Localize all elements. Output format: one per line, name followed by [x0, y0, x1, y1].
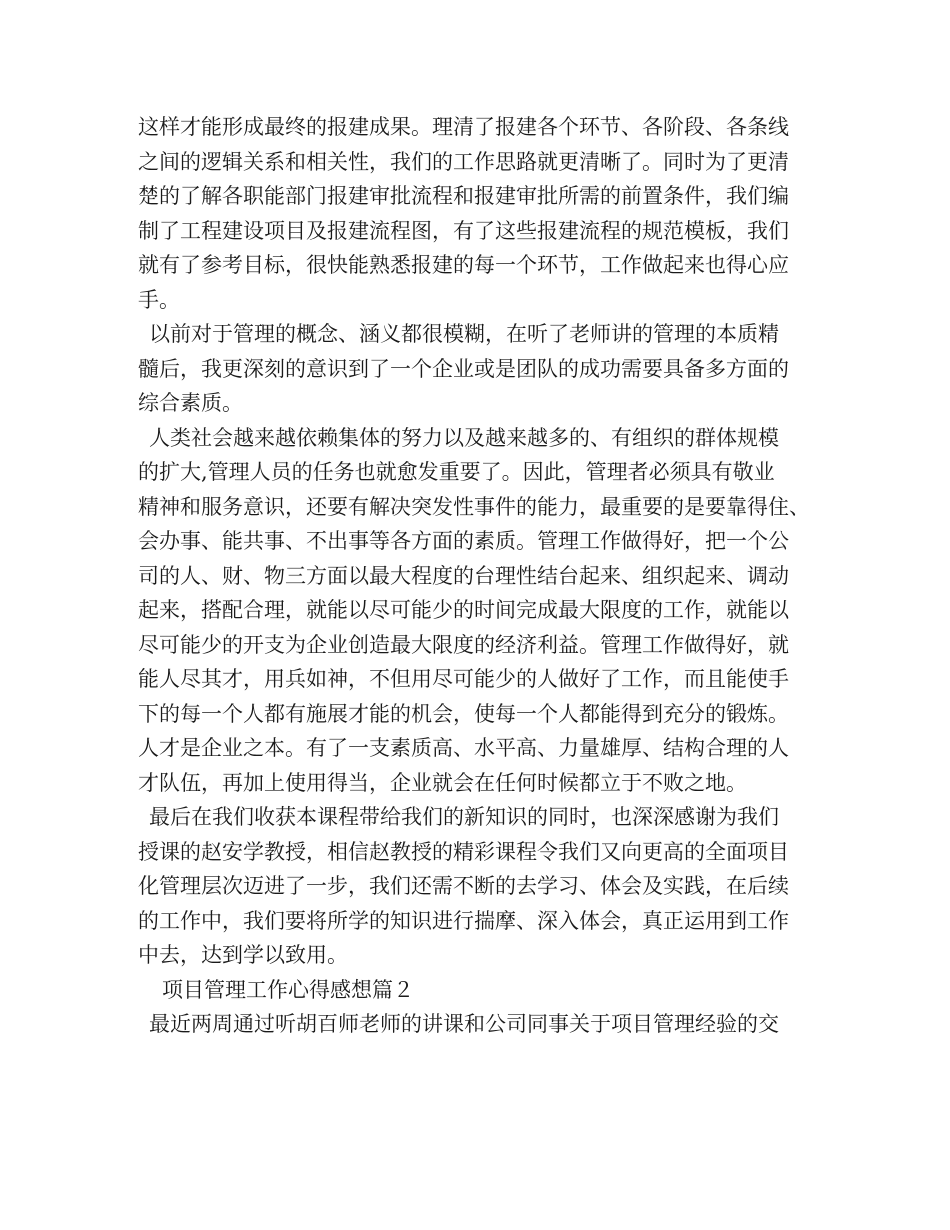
text-line: 尽可能少的开支为企业创造最大限度的经济利益。管理工作做得好，就: [138, 632, 789, 657]
text-line: 这样才能形成最终的报建成果。理清了报建各个环节、各阶段、各条线: [138, 115, 789, 139]
text-line: 会办事、能共事、不出事等各方面的素质。管理工作做得好，把一个公: [138, 529, 789, 553]
text-line: 髓后，我更深刻的意识到了一个企业或是团队的成功需要具备多方面的: [138, 356, 789, 381]
text-line: 才队伍，再加上使用得当，企业就会在任何时候都立于不败之地。: [138, 770, 747, 795]
text-line: 综合素质。: [138, 391, 243, 415]
text-line: 的扩大,管理人员的任务也就愈发重要了。因此，管理者必须具有敬业: [138, 460, 775, 484]
text-line: 楚的了解各职能部门报建审批流程和报建审批所需的前置条件，我们编: [138, 184, 789, 208]
text-line: 的工作中，我们要将所学的知识进行揣摩、深入体会，真正运用到工作: [138, 908, 789, 933]
text-line: 能人尽其才，用兵如神，不但用尽可能少的人做好了工作，而且能使手: [138, 667, 789, 691]
text-line: 精神和服务意识，还要有解决突发性事件的能力，最重要的是要靠得住、: [138, 494, 810, 519]
text-line: 化管理层次迈进了一步，我们还需不断的去学习、体会及实践，在后续: [138, 874, 789, 898]
text-line: 授课的赵安学教授，相信赵教授的精彩课程令我们又向更高的全面项目: [138, 839, 789, 864]
text-line: 制了工程建设项目及报建流程图，有了这些报建流程的规范模板，我们: [138, 218, 789, 243]
text-line: 之间的逻辑关系和相关性，我们的工作思路就更清晰了。同时为了更清: [138, 149, 789, 174]
text-line: 人才是企业之本。有了一支素质高、水平高、力量雄厚、结构合理的人: [138, 736, 789, 760]
text-line: 下的每一个人都有施展才能的机会，使每一个人都能得到充分的锻炼。: [138, 701, 789, 726]
text-line: 中去，达到学以致用。: [138, 943, 348, 967]
text-line: 司的人、财、物三方面以最大程度的台理性结台起来、组织起来、调动: [138, 563, 789, 588]
section-heading: 项目管理工作心得感想篇２: [162, 977, 414, 1002]
paragraph-start-line: 最后在我们收获本课程带给我们的新知识的同时，也深深感谢为我们: [149, 805, 779, 829]
paragraph-start-line: 以前对于管理的概念、涵义都很模糊，在听了老师讲的管理的本质精: [149, 322, 779, 346]
paragraph-start-line: 最近两周通过听胡百师老师的讲课和公司同事关于项目管理经验的交: [149, 1012, 779, 1036]
document-body: [138, 110, 818, 1042]
text-line: 就有了参考目标，很快能熟悉报建的每一个环节，工作做起来也得心应: [138, 253, 789, 277]
text-line: 手。: [138, 287, 180, 312]
paragraph-start-line: 人类社会越来越依赖集体的努力以及越来越多的、有组织的群体规模: [149, 425, 779, 450]
text-line: 起来，搭配合理，就能以尽可能少的时间完成最大限度的工作，就能以: [138, 598, 789, 622]
